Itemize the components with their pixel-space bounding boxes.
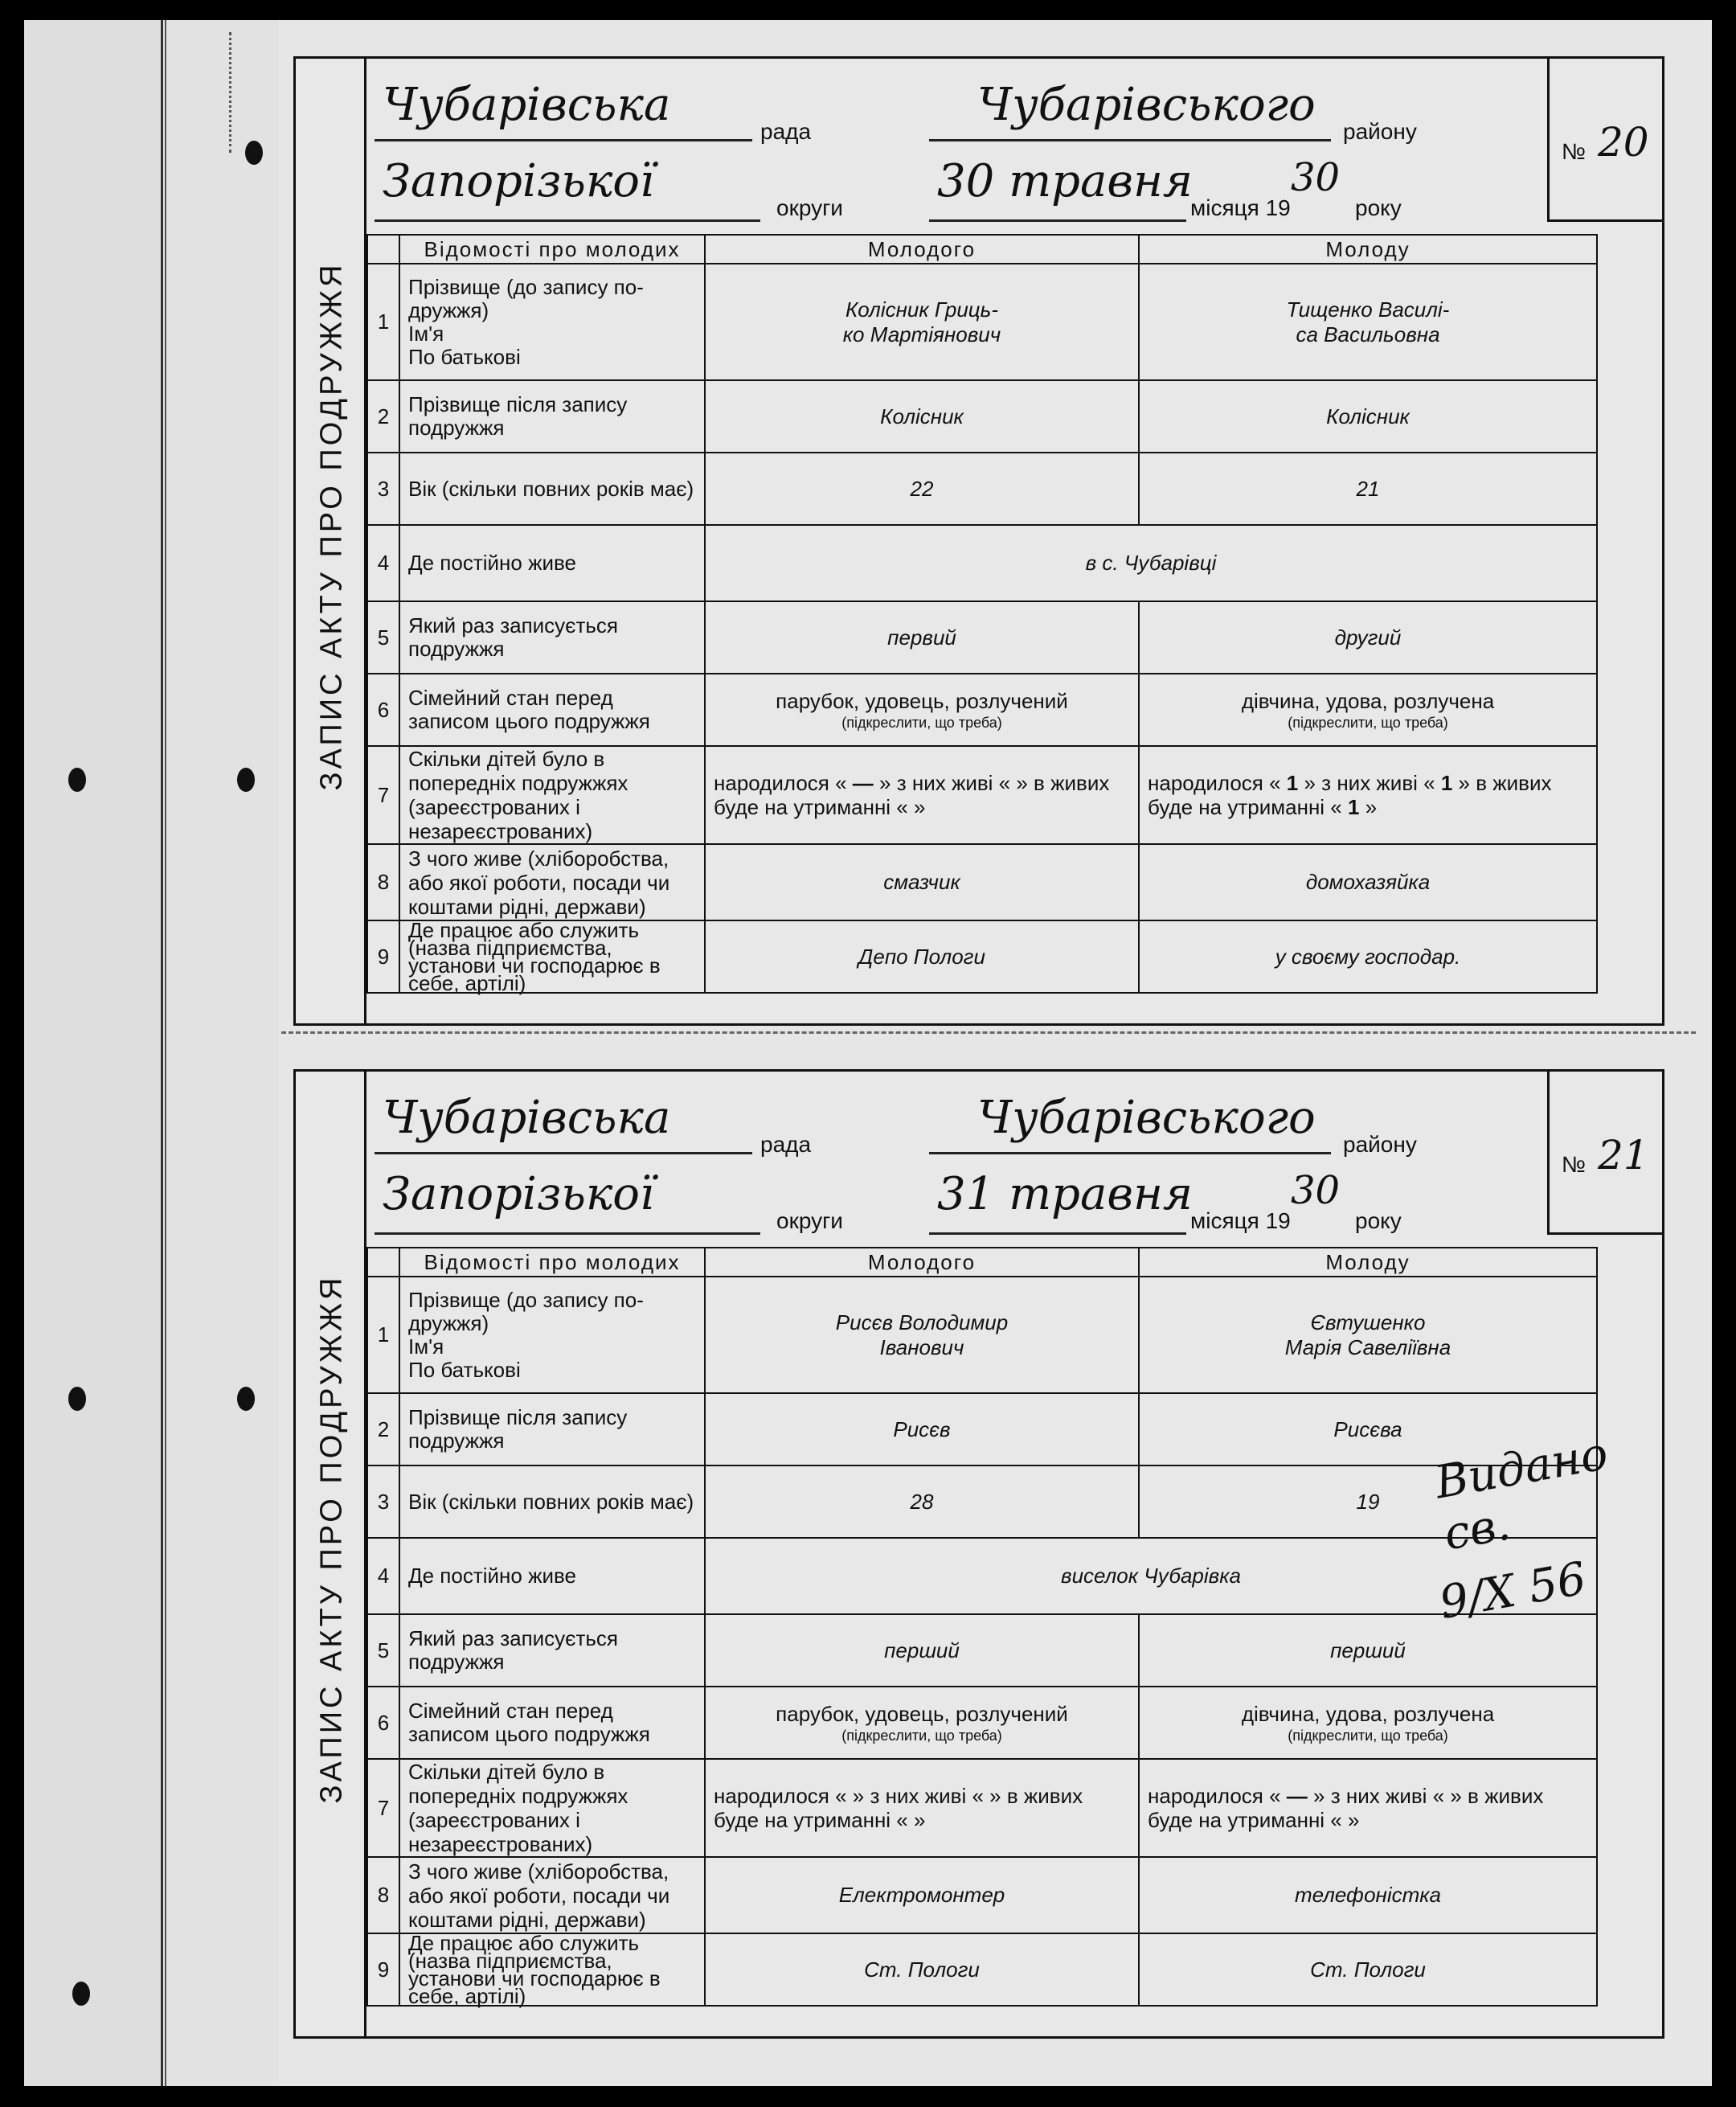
- bride-age: 19: [1139, 1465, 1597, 1538]
- label-age: Вік (скільки повних років має): [399, 1465, 705, 1538]
- label-status: Сімейний стан перед записом цього подружжя: [399, 674, 705, 746]
- side-title-strip: [296, 1072, 366, 2036]
- punch-hole: [245, 141, 263, 165]
- act-number: 21: [1598, 1132, 1649, 1179]
- rada-label: рада: [760, 1132, 812, 1157]
- groom-patronymic: Іванович: [879, 1334, 964, 1359]
- binding-strip: [165, 20, 279, 2086]
- groom-status-options: парубок, удовець, розлучений: [776, 688, 1068, 713]
- act-table: Відомості про молодих Молодого Молоду 1 Прізвище (до запису по-дружжя) Ім'я По батькові Колісник Гриць- ко Мартіянович Тищенко Василі- са Васильовна 2 Прізвище після запису подружжя Колісник Колісник 3 Вік (скільки повних років має) 22 21 4 Де постійно живе в с. Чубарівці 5 Який раз записується подружжя первий другий 6 Сімейний стан перед записом цього подружжя парубок, удовець, розлучений (підкреслити, що треба) дівчина, удова, розлучена (підкреслити, що треба) 7 Скільки дітей було в попередніх подружжях (зареєстрованих і незареєстрованих) народилося « — » з них живі « » в живих буде на утриманні « » народилося « 1 » з них живі « 1 » в живих буде на утриманні « 1 » 8 З чого живе (хліборобства, або якої роботи, посади чи коштами рідні, держави) смазчик домохазяйка 9 Де працює або служить (назва підприємства, установи чи господарює в себе, артілі) Депо Пологи у своєму господар.: [366, 234, 1598, 994]
- issued-text: Видано св.: [1431, 1427, 1612, 1561]
- groom-status-options: парубок, удовець, розлучений: [776, 1701, 1068, 1726]
- marriage-act-20: [293, 56, 1664, 1026]
- underline: [929, 1152, 1331, 1154]
- punch-hole: [68, 1387, 86, 1411]
- act-header: [366, 1072, 1662, 1248]
- okrug-value: Запорізької: [383, 155, 654, 207]
- number-prefix: №: [1562, 1152, 1587, 1177]
- groom-age: 22: [705, 453, 1139, 525]
- year-label: року: [1355, 1208, 1402, 1233]
- label-patronymic: По батькові: [408, 344, 521, 369]
- day-value: 30: [937, 155, 995, 207]
- year-value: 30: [1291, 155, 1341, 200]
- side-title: ЗАПИС АКТУ ПРО ПОДРУЖЖЯ: [314, 1274, 349, 1804]
- raion-value: Чубарівського: [977, 1092, 1316, 1144]
- label-surname-after: Прізвище після запису подружжя: [399, 1393, 705, 1465]
- label-surname: Прізвище (до запису по-дружжя): [408, 274, 644, 322]
- label-children: Скільки дітей було в попередніх подружжях (зареєстрованих і незареєстрованих): [399, 746, 705, 844]
- col-bride: Молоду: [1139, 1248, 1597, 1277]
- groom-name: Рисєв Володимир: [835, 1310, 1009, 1334]
- bride-children-alive: 1: [1440, 771, 1453, 795]
- underline: [929, 1232, 1186, 1235]
- number-prefix: №: [1562, 139, 1587, 164]
- residence: виселок Чубарівка: [705, 1538, 1597, 1614]
- underline-hint: (підкреслити, що треба): [841, 1727, 1002, 1744]
- groom-age: 28: [705, 1465, 1139, 1538]
- perforation-line: [281, 1031, 1696, 1034]
- label-children: Скільки дітей було в попередніх подружжях (зареєстрованих і незареєстрованих): [399, 1759, 705, 1857]
- year-value: 30: [1291, 1168, 1341, 1213]
- groom-surname-after: Колісник: [705, 380, 1139, 453]
- torn-edge: [229, 32, 248, 153]
- side-title-strip: [296, 59, 366, 1023]
- label-patronymic: По батькові: [408, 1357, 521, 1382]
- month-value: травня: [1009, 155, 1193, 207]
- label-times: Який раз записується подружжя: [399, 1614, 705, 1687]
- bride-children-support: 1: [1348, 795, 1360, 819]
- underline-hint: (підкреслити, що треба): [1288, 714, 1448, 731]
- label-residence: Де постійно живе: [399, 1538, 705, 1614]
- bride-patronymic: Марія Савеліївна: [1284, 1334, 1451, 1359]
- bride-name: Євтушенко: [1310, 1310, 1426, 1334]
- underline: [375, 1232, 760, 1235]
- col-info: Відомості про молодих: [399, 235, 705, 264]
- label-status: Сімейний стан перед записом цього подружжя: [399, 1687, 705, 1759]
- act-number: 20: [1598, 119, 1649, 166]
- bride-children-born: —: [1286, 1784, 1308, 1808]
- bride-living: домохазяйка: [1139, 844, 1597, 920]
- binding-spine: [24, 20, 163, 2086]
- year-label: року: [1355, 195, 1402, 220]
- act-header: [366, 59, 1662, 236]
- groom-times: первий: [705, 601, 1139, 674]
- okrug-value: Запорізької: [383, 1168, 654, 1220]
- label-name: Ім'я: [408, 321, 444, 346]
- okrug-label: округи: [776, 195, 843, 220]
- bride-name: Тищенко Василі-: [1286, 297, 1450, 322]
- underline: [929, 139, 1331, 141]
- rada-label: рада: [760, 119, 812, 144]
- bride-work: Ст. Пологи: [1139, 1933, 1597, 2006]
- raion-label: району: [1343, 119, 1417, 144]
- bride-times: перший: [1139, 1614, 1597, 1687]
- bride-status-options: дівчина, удова, розлучена: [1241, 688, 1495, 713]
- col-groom: Молодого: [705, 1248, 1139, 1277]
- issued-date: 9/X 56: [1435, 1552, 1591, 1630]
- day-value: 31: [937, 1168, 995, 1220]
- col-info: Відомості про молодих: [399, 1248, 705, 1277]
- bride-age: 21: [1139, 453, 1597, 525]
- groom-work: Ст. Пологи: [705, 1933, 1139, 2006]
- label-name: Ім'я: [408, 1334, 444, 1359]
- raion-label: району: [1343, 1132, 1417, 1157]
- groom-times: перший: [705, 1614, 1139, 1687]
- act-table: Відомості про молодих Молодого Молоду 1 Прізвище (до запису по-дружжя) Ім'я По батькові Рисєв Володимир Іванович Євтушенко Марія Савеліївна 2 Прізвище після запису подружжя Рисєв Рисєва 3 Вік (скільки повних років має) 28 19 4 Де постійно живе виселок Чубарівка 5 Який раз записується подружжя перший перший 6 Сімейний стан перед записом цього подружжя парубок, удовець, розлучений (підкреслити, що треба) дівчина, удова, розлучена (підкреслити, що треба) 7 Скільки дітей було в попередніх подружжях (зареєстрованих і незареєстрованих) народилося « » з них живі « » в живих буде на утриманні « » народилося « — » з них живі « » в живих буде на утриманні « » 8 З чого живе (хліборобства, або якої роботи, посади чи коштами рідні, держави) Електромонтер телефоністка 9 Де працює або служить (назва підприємства, установи чи господарює в себе, артілі) Ст. Пологи Ст. Пологи: [366, 1247, 1598, 2007]
- groom-children-born: —: [852, 771, 874, 795]
- month-label: місяця 19: [1190, 1208, 1291, 1233]
- bride-status-options: дівчина, удова, розлучена: [1241, 1701, 1495, 1726]
- label-residence: Де постійно живе: [399, 525, 705, 601]
- label-times: Який раз записується подружжя: [399, 601, 705, 674]
- label-work: Де працює або служить (назва підприємства, установи чи господарює в себе, артілі): [399, 1933, 705, 2006]
- month-value: травня: [1009, 1168, 1193, 1220]
- underline: [929, 219, 1186, 222]
- issued-annotation: [1431, 1427, 1648, 1744]
- underline: [375, 219, 760, 222]
- label-living: З чого живе (хліборобства, або якої роботи, посади чи коштами рідні, держави): [399, 844, 705, 920]
- bride-times: другий: [1139, 601, 1597, 674]
- groom-work: Депо Пологи: [705, 920, 1139, 993]
- groom-living: Електромонтер: [705, 1857, 1139, 1933]
- bride-surname-after: Колісник: [1139, 380, 1597, 453]
- raion-value: Чубарівського: [977, 79, 1316, 131]
- underline: [375, 139, 752, 141]
- rada-value: Чубарівська: [383, 1092, 671, 1144]
- bride-living: телефоністка: [1139, 1857, 1597, 1933]
- label-work: Де працює або служить (назва підприємства, установи чи господарює в себе, артілі): [399, 920, 705, 993]
- underline: [375, 1152, 752, 1154]
- punch-hole: [237, 768, 255, 792]
- label-age: Вік (скільки повних років має): [399, 453, 705, 525]
- punch-hole: [72, 1982, 90, 2006]
- act-number-box: [1547, 59, 1662, 222]
- month-label: місяця 19: [1190, 195, 1291, 220]
- residence: в с. Чубарівці: [705, 525, 1597, 601]
- underline-hint: (підкреслити, що треба): [841, 714, 1002, 731]
- bride-children-born: 1: [1286, 771, 1299, 795]
- groom-living: смазчик: [705, 844, 1139, 920]
- groom-patronymic: ко Мартіянович: [842, 322, 1001, 346]
- col-bride: Молоду: [1139, 235, 1597, 264]
- underline-hint: (підкреслити, що треба): [1288, 1727, 1448, 1744]
- act-number-box: [1547, 1072, 1662, 1235]
- groom-name: Колісник Гриць-: [845, 297, 999, 322]
- col-groom: Молодого: [705, 235, 1139, 264]
- side-title: ЗАПИС АКТУ ПРО ПОДРУЖЖЯ: [314, 261, 349, 791]
- groom-surname-after: Рисєв: [705, 1393, 1139, 1465]
- label-surname: Прізвище (до запису по-дружжя): [408, 1287, 644, 1335]
- bride-work: у своєму господар.: [1139, 920, 1597, 993]
- label-surname-after: Прізвище після запису подружжя: [399, 380, 705, 453]
- bride-surname-after: Рисєва: [1139, 1393, 1597, 1465]
- bride-patronymic: са Васильовна: [1296, 322, 1440, 346]
- punch-hole: [237, 1387, 255, 1411]
- okrug-label: округи: [776, 1208, 843, 1233]
- rada-value: Чубарівська: [383, 79, 671, 131]
- label-living: З чого живе (хліборобства, або якої роботи, посади чи коштами рідні, держави): [399, 1857, 705, 1933]
- punch-hole: [68, 768, 86, 792]
